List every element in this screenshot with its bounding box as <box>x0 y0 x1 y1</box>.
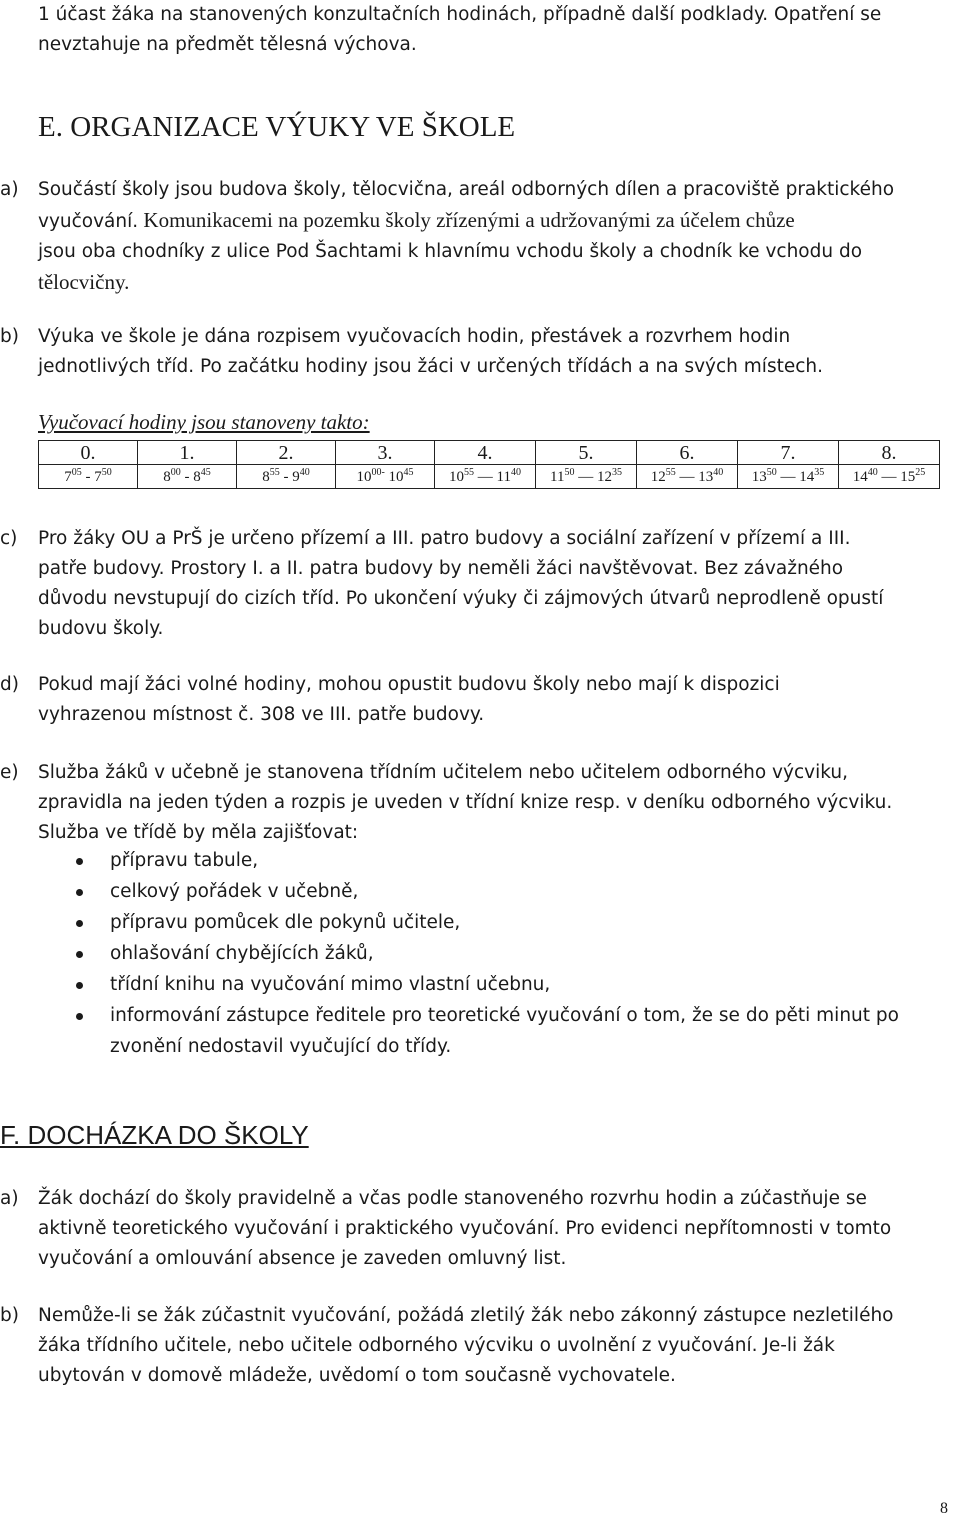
item-d <box>0 670 938 730</box>
item-c-line-4: budovu školy. <box>38 618 164 639</box>
item-c-line-2: patře budovy. Prostory I. a II. patra budovy by neměli žáci navštěvovat. Bez závažného <box>38 558 844 579</box>
list-item: přípravu tabule, <box>0 846 960 877</box>
item-a-line-4: tělocvičny. <box>38 270 130 294</box>
bullet-icon <box>76 951 83 958</box>
bullet-icon <box>76 982 83 989</box>
item-b <box>0 322 938 382</box>
schedule-num-2: 2. <box>237 441 336 465</box>
duty-list <box>0 846 960 1063</box>
bullet-icon <box>76 920 83 927</box>
section-f-heading: F. DOCHÁZKA DO ŠKOLY <box>0 1120 309 1150</box>
schedule-time-2: $8^{55} - 9^{40}$ <box>237 465 336 489</box>
top-line-2: nevztahuje na předmět tělesná výchova. <box>38 34 417 55</box>
schedule-table <box>38 440 940 489</box>
item-c-line-1: Pro žáky OU a PrŠ je určeno přízemí a III. patro budovy a sociální zařízení v přízemí a III. <box>38 528 851 549</box>
item-e-line-3: Služba ve třídě by měla zajišťovat: <box>38 822 359 843</box>
item-e-marker: e) <box>0 762 19 783</box>
schedule-num-0: 0. <box>39 441 138 465</box>
item-a <box>0 175 938 297</box>
schedule-time-6: $12^{55}$ — $13^{40}$ <box>637 465 738 489</box>
bullet-icon <box>76 889 83 896</box>
schedule-number-row <box>39 441 940 465</box>
item-c <box>0 524 938 644</box>
item-d-line-1: Pokud mají žáci volné hodiny, mohou opustit budovu školy nebo mají k dispozici <box>38 674 780 695</box>
item-f-b <box>0 1301 938 1391</box>
item-b-line-1: Výuka ve škole je dána rozpisem vyučovacích hodin, přestávek a rozvrhem hodin <box>38 326 791 347</box>
item-f-a-line-2: aktivně teoretického vyučování i praktického vyučování. Pro evidenci nepřítomnosti v tomto <box>38 1218 892 1239</box>
item-e <box>0 758 938 848</box>
schedule-num-8: 8. <box>839 441 940 465</box>
list-item: celkový pořádek v učebně, <box>0 877 960 908</box>
list-item: ohlašování chybějících žáků, <box>0 939 960 970</box>
item-b-line-2b: Po začátku hodiny jsou žáci v určených třídách a na svých místech. <box>194 356 823 377</box>
item-c-line-3: důvodu nevstupují do cizích tříd. Po ukončení výuky či zájmových útvarů neprodleně opustí <box>38 588 884 609</box>
bullet-icon <box>76 1013 83 1020</box>
list-item: informování zástupce ředitele pro teoretické vyučování o tom, že se do pěti minut po zvonění nedostavil vyučující do třídy. <box>0 1001 960 1063</box>
schedule-time-row <box>39 465 940 489</box>
item-f-a-marker: a) <box>0 1188 19 1209</box>
schedule-time-1: $8^{00} - 8^{45}$ <box>138 465 237 489</box>
item-b-line-2 <box>38 352 938 382</box>
item-d-line-2: vyhrazenou místnost č. 308 ve III. patře budovy. <box>38 704 485 725</box>
schedule-num-5: 5. <box>536 441 637 465</box>
schedule-time-5: $11^{50}$ — $12^{35}$ <box>536 465 637 489</box>
item-b-line-2a: jednotlivých tříd. <box>38 356 195 377</box>
item-f-a <box>0 1184 938 1274</box>
item-a-line-3: jsou oba chodníky z ulice Pod Šachtami k hlavnímu vchodu školy a chodník ke vchodu do <box>38 241 863 262</box>
item-b-marker: b) <box>0 326 19 347</box>
item-c-marker: c) <box>0 528 18 549</box>
schedule-time-0: $7^{05} - 7^{50}$ <box>39 465 138 489</box>
schedule-time-7: $13^{50}$ — $14^{35}$ <box>738 465 839 489</box>
item-e-line-1: Služba žáků v učebně je stanovena třídním učitelem nebo učitelem odborného výcviku, <box>38 762 848 783</box>
item-f-b-line-3: ubytován v domově mládeže, uvědomí o tom současně vychovatele. <box>38 1365 676 1386</box>
schedule-num-4: 4. <box>435 441 536 465</box>
schedule-num-7: 7. <box>738 441 839 465</box>
item-f-b-marker: b) <box>0 1305 19 1326</box>
schedule-time-4: $10^{55}$ — $11^{40}$ <box>435 465 536 489</box>
bullet-icon <box>76 858 83 865</box>
schedule-num-1: 1. <box>138 441 237 465</box>
list-item: třídní knihu na vyučování mimo vlastní učebnu, <box>0 970 960 1001</box>
item-e-line-2: zpravidla na jeden týden a rozpis je uveden v třídní knize resp. v deníku odborného výcviku. <box>38 792 893 813</box>
list-item: přípravu pomůcek dle pokynů učitele, <box>0 908 960 939</box>
item-a-line-2-sans: vyučování. <box>38 211 139 232</box>
item-a-marker: a) <box>0 179 19 200</box>
item-f-a-line-1: Žák dochází do školy pravidelně a včas podle stanoveného rozvrhu hodin a zúčastňuje se <box>38 1188 867 1209</box>
item-a-line-1: Součástí školy jsou budova školy, tělocvična, areál odborných dílen a pracoviště praktického <box>38 179 895 200</box>
schedule-time-8: $14^{40}$ — $15^{25}$ <box>839 465 940 489</box>
item-a-line-2-serif: Komunikacemi na pozemku školy zřízenými a udržovanými za účelem chůze <box>138 208 795 232</box>
schedule-num-6: 6. <box>637 441 738 465</box>
section-e-heading: E. ORGANIZACE VÝUKY VE ŠKOLE <box>38 111 516 143</box>
item-f-a-line-3: vyučování a omlouvání absence je zaveden omluvný list. <box>38 1248 567 1269</box>
item-f-b-line-1: Nemůže-li se žák zúčastnit vyučování, požádá zletilý žák nebo zákonný zástupce nezletilého <box>38 1305 894 1326</box>
list-item-continuation: zvonění nedostavil vyučující do třídy. <box>110 1036 452 1057</box>
item-a-line-2 <box>38 205 938 237</box>
page-number: 8 <box>940 1500 948 1517</box>
schedule-time-3: $10^{00-}$ $10^{45}$ <box>336 465 435 489</box>
item-f-b-line-2: žáka třídního učitele, nebo učitele odborného výcviku o uvolnění z vyučování. Je-li žák <box>38 1335 835 1356</box>
top-continuation <box>38 0 881 60</box>
top-line-1: 1 účast žáka na stanovených konzultačních hodinách, případně další podklady. Opatření se <box>38 4 882 25</box>
schedule-title: Vyučovací hodiny jsou stanoveny takto: <box>38 410 370 434</box>
schedule-num-3: 3. <box>336 441 435 465</box>
item-d-marker: d) <box>0 674 19 695</box>
